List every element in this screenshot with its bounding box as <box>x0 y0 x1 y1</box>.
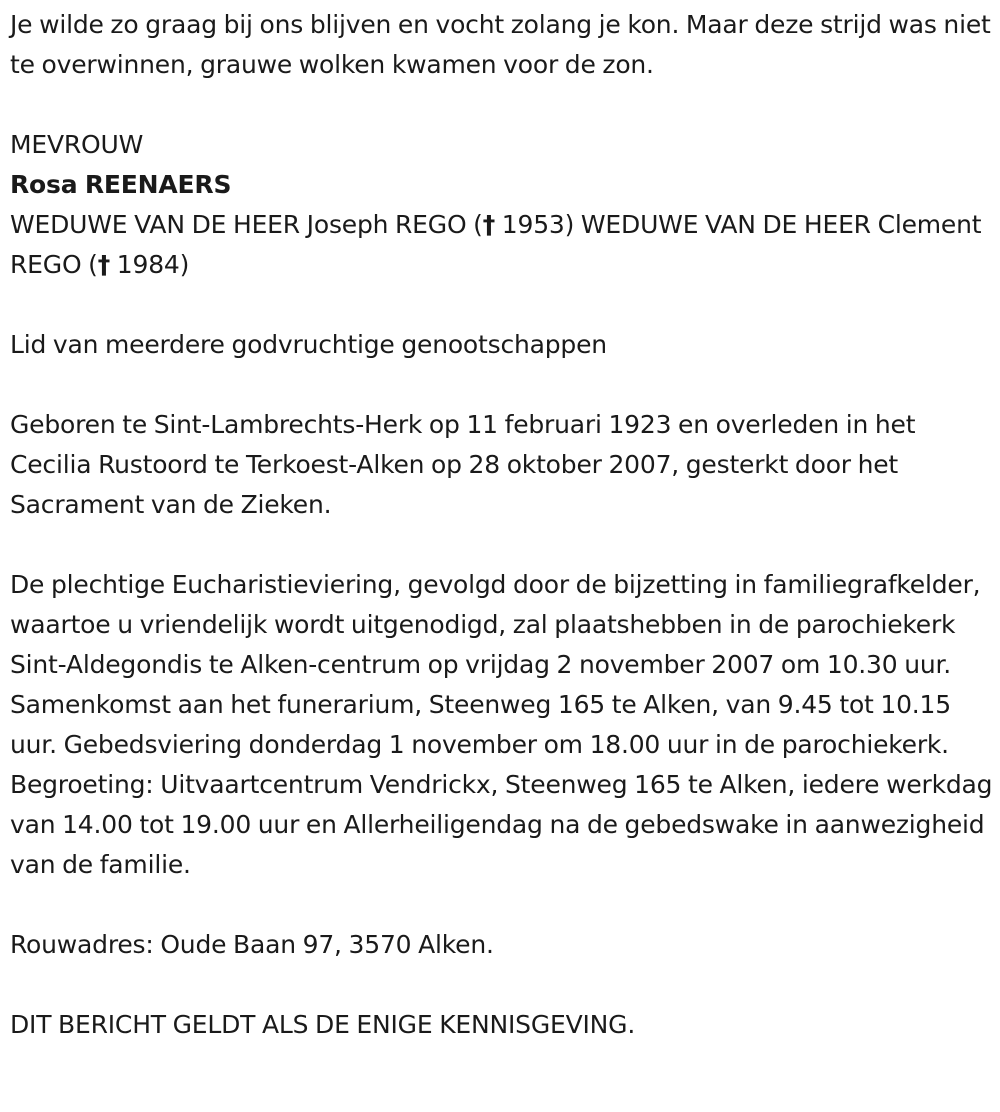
cross-icon: † <box>482 210 496 239</box>
deceased-name: Rosa REENAERS <box>10 170 232 199</box>
intro-paragraph: Je wilde zo graag bij ons blijven en vocht zolang je kon. Maar deze strijd was niet te overwinnen, grauwe wolken kwamen voor de zon. <box>10 10 991 79</box>
membership-line: Lid van meerdere godvruchtige genootschappen <box>10 330 607 359</box>
closing-statement: DIT BERICHT GELDT ALS DE ENIGE KENNISGEVING. <box>10 1010 636 1039</box>
birth-death-paragraph: Geboren te Sint-Lambrechts-Herk op 11 februari 1923 en overleden in het Cecilia Rustoord te Terkoest-Alken op 28 oktober 2007, gesterkt door het Sacrament van de Zieken. <box>10 410 916 519</box>
salutation: MEVROUW <box>10 130 144 159</box>
spacer <box>10 85 995 125</box>
cross-icon: † <box>97 250 111 279</box>
obituary-notice <box>10 5 995 1045</box>
widow-text-3: 1984) <box>110 250 190 279</box>
spacer <box>10 525 995 565</box>
ceremony-paragraph: De plechtige Eucharistieviering, gevolgd door de bijzetting in familiegrafkelder, waartoe u vriendelijk wordt uitgenodigd, zal plaatshebben in de parochiekerk Sint-Aldegondis te Alken-centrum op vrijdag 2 november 2007 om 10.30 uur. Samenkomst aan het funerarium, Steenweg 165 te Alken, van 9.45 tot 10.15 uur. Gebedsviering donderdag 1 november om 18.00 uur in de parochiekerk. Begroeting: Uitvaartcentrum Vendrickx, Steenweg 165 te Alken, iedere werkdag van 14.00 tot 19.00 uur en Allerheiligendag na de gebedswake in aanwezigheid van de familie. <box>10 570 993 879</box>
widow-text-1: WEDUWE VAN DE HEER Joseph REGO ( <box>10 210 483 239</box>
widow-line <box>10 205 995 285</box>
widow-text-2: 1953) WEDUWE VAN DE HEER Clement REGO ( <box>10 210 982 279</box>
spacer <box>10 285 995 325</box>
spacer <box>10 365 995 405</box>
spacer <box>10 885 995 925</box>
spacer <box>10 965 995 1005</box>
mourning-address: Rouwadres: Oude Baan 97, 3570 Alken. <box>10 930 494 959</box>
